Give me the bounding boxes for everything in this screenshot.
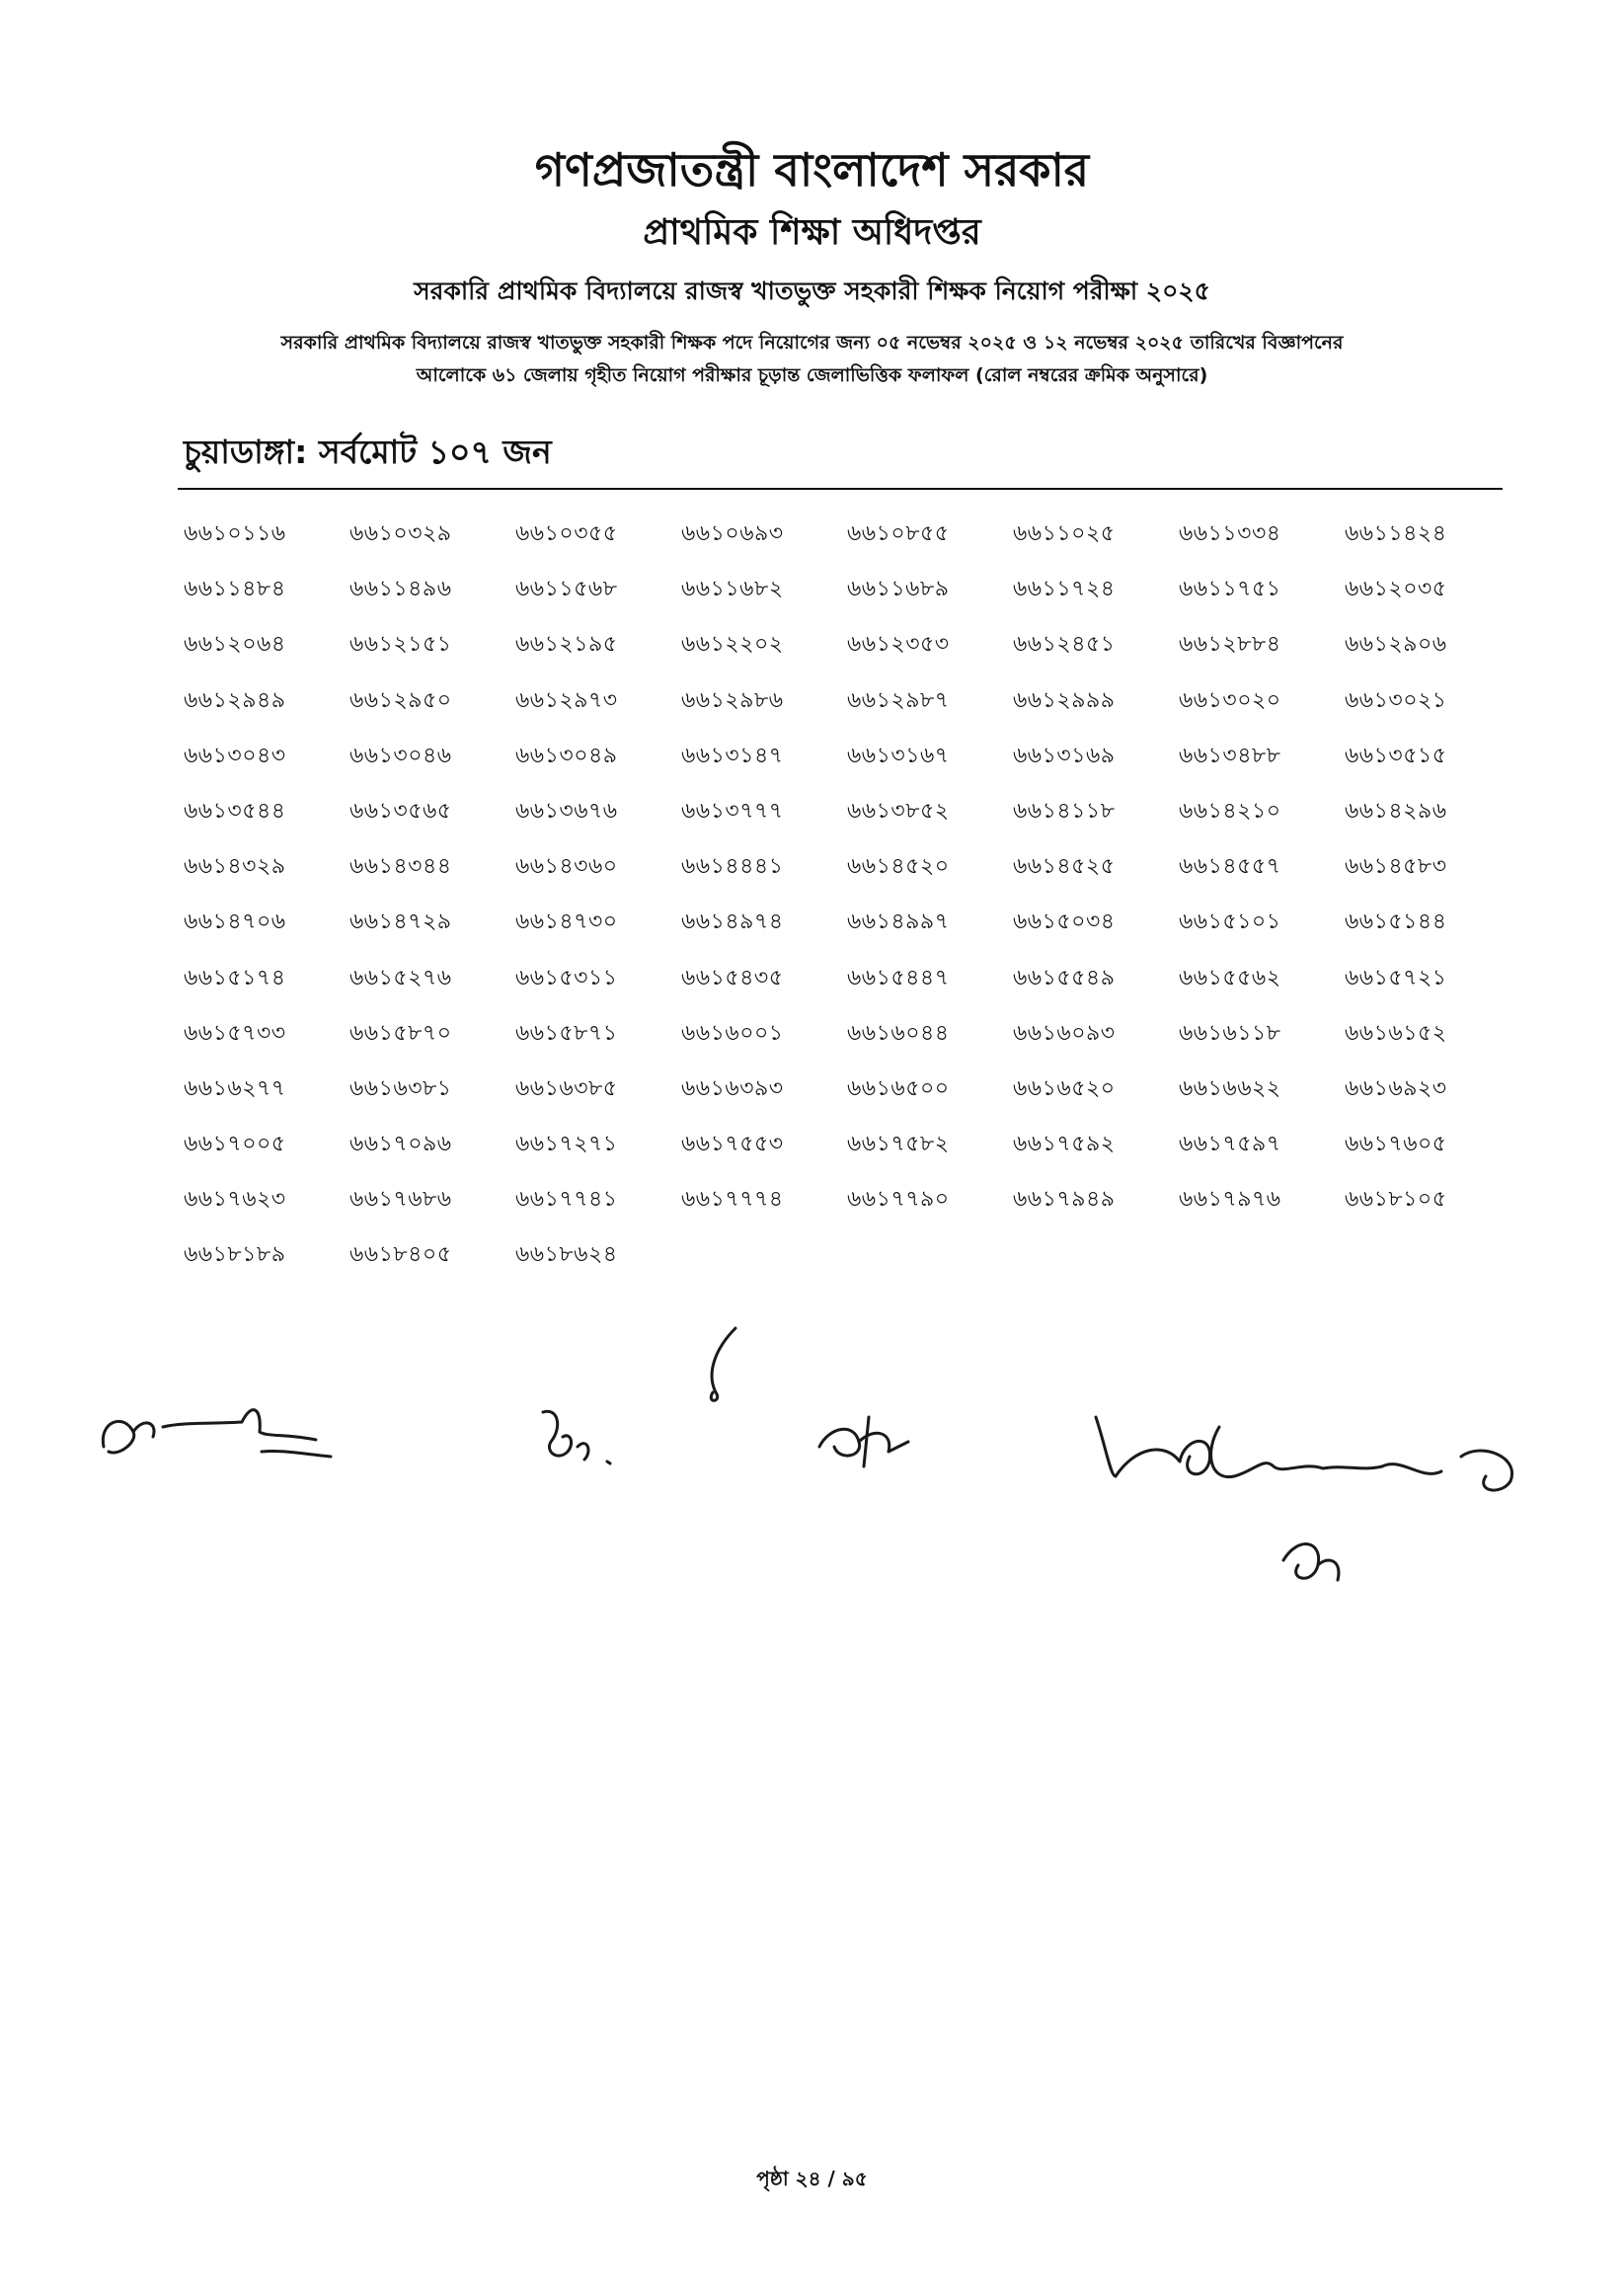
roll-number: ৬৬১৫৭৩৩ bbox=[184, 1020, 286, 1046]
roll-number: ৬৬১৫৫৬২ bbox=[1179, 965, 1281, 990]
roll-number: ৬৬১২৯৫০ bbox=[349, 687, 452, 713]
roll-number: ৬৬১১৭২৪ bbox=[1013, 577, 1116, 602]
roll-number: ৬৬১৫৮৭১ bbox=[515, 1020, 618, 1046]
section-divider bbox=[178, 488, 1503, 490]
roll-number: ৬৬১১৪৯৬ bbox=[349, 577, 452, 602]
roll-number: ৬৬১৪৭৩০ bbox=[515, 909, 618, 935]
roll-number: ৬৬১৮১০৫ bbox=[1345, 1187, 1447, 1213]
government-title: গণপ্রজাতন্ত্রী বাংলাদেশ সরকার bbox=[534, 143, 1090, 197]
roll-number: ৬৬১১৩৩৪ bbox=[1179, 521, 1281, 546]
roll-number: ৬৬১১৪৮৪ bbox=[184, 577, 286, 602]
roll-number: ৬৬১৭৭৭৪ bbox=[681, 1187, 784, 1213]
roll-number: ৬৬১২০৬৪ bbox=[184, 632, 286, 658]
roll-number: ৬৬১৫১৪৪ bbox=[1345, 909, 1447, 935]
roll-number: ৬৬১৭৫৯৭ bbox=[1179, 1132, 1281, 1157]
signature-3 bbox=[671, 1323, 780, 1432]
roll-number: ৬৬১৩৪৮৮ bbox=[1179, 743, 1281, 768]
description-line-1: সরকারি প্রাথমিক বিদ্যালয়ে রাজস্ব খাতভুক্ত সহকারী শিক্ষক পদে নিয়োগের জন্য ০৫ নভেম্বর ২০২৫ ও ১২ নভেম্বর ২০২৫ তারিখের বিজ্ঞাপনের bbox=[280, 332, 1344, 354]
roll-number: ৬৬১৬৫০০ bbox=[847, 1075, 950, 1101]
roll-number: ৬৬১২০৩৫ bbox=[1345, 577, 1447, 602]
roll-number: ৬৬১৬৬২২ bbox=[1179, 1075, 1281, 1101]
roll-number: ৬৬১৫৩১১ bbox=[515, 965, 618, 990]
roll-number: ৬৬১৭৬২৩ bbox=[184, 1187, 286, 1213]
roll-number: ৬৬১৪৩৪৪ bbox=[349, 854, 452, 880]
roll-number: ৬৬১৭২৭১ bbox=[515, 1132, 618, 1157]
roll-number: ৬৬১৩৭৭৭ bbox=[681, 798, 784, 824]
roll-number: ৬৬১৭৯৭৬ bbox=[1179, 1187, 1281, 1213]
roll-number: ৬৬১২৯৮৭ bbox=[847, 687, 950, 713]
roll-number: ৬৬১৩৫৪৪ bbox=[184, 798, 286, 824]
signature-1 bbox=[94, 1363, 350, 1481]
roll-number: ৬৬১৫৪৩৫ bbox=[681, 965, 784, 990]
description-line-2: আলোকে ৬১ জেলায় গৃহীত নিয়োগ পরীক্ষার চূড়ান্ত জেলাভিত্তিক ফলাফল (রোল নম্বরের ক্রমিক অনুসারে) bbox=[416, 364, 1208, 386]
roll-number: ৬৬১৭৫৮২ bbox=[847, 1132, 950, 1157]
roll-number: ৬৬১৪৯৭৪ bbox=[681, 909, 784, 935]
roll-number: ৬৬১০১১৬ bbox=[184, 521, 286, 546]
roll-number: ৬৬১৬৯২৩ bbox=[1345, 1075, 1447, 1101]
roll-number: ৬৬১৬৩৮৫ bbox=[515, 1075, 618, 1101]
roll-number: ৬৬১৪৭২৯ bbox=[349, 909, 452, 935]
roll-number: ৬৬১৭৫৯২ bbox=[1013, 1132, 1116, 1157]
signature-2 bbox=[533, 1392, 642, 1481]
roll-number: ৬৬১৪৯৯৭ bbox=[847, 909, 950, 935]
roll-number: ৬৬১৭০০৫ bbox=[184, 1132, 286, 1157]
roll-number: ৬৬১৩৫৬৫ bbox=[349, 798, 452, 824]
roll-number: ৬৬১২৯৭৩ bbox=[515, 687, 618, 713]
roll-number: ৬৬১৬২৭৭ bbox=[184, 1075, 286, 1101]
roll-number: ৬৬১৫০৩৪ bbox=[1013, 909, 1116, 935]
roll-number: ৬৬১১৬৮৯ bbox=[847, 577, 950, 602]
roll-number: ৬৬১৭৭৪১ bbox=[515, 1187, 618, 1213]
roll-number: ৬৬১৭৬০৫ bbox=[1345, 1132, 1447, 1157]
roll-number: ৬৬১৩০২১ bbox=[1345, 687, 1447, 713]
roll-number: ৬৬১৭৫৫৩ bbox=[681, 1132, 784, 1157]
roll-number: ৬৬১৫৫৪৯ bbox=[1013, 965, 1116, 990]
roll-number: ৬৬১৩০৪৩ bbox=[184, 743, 286, 768]
roll-number: ৬৬১১০২৫ bbox=[1013, 521, 1116, 546]
roll-number: ৬৬১০৮৫৫ bbox=[847, 521, 950, 546]
roll-number: ৬৬১২১৯৫ bbox=[515, 632, 618, 658]
roll-number: ৬৬১২১৫১ bbox=[349, 632, 452, 658]
roll-number: ৬৬১১৭৫১ bbox=[1179, 577, 1281, 602]
roll-number: ৬৬১১৬৮২ bbox=[681, 577, 784, 602]
roll-number: ৬৬১২৪৫১ bbox=[1013, 632, 1116, 658]
roll-number: ৬৬১৩১৪৭ bbox=[681, 743, 784, 768]
roll-number: ৬৬১২৩৫৩ bbox=[847, 632, 950, 658]
roll-number: ৬৬১৪৭০৬ bbox=[184, 909, 286, 935]
roll-number: ৬৬১৫৭২১ bbox=[1345, 965, 1447, 990]
exam-title: সরকারি প্রাথমিক বিদ্যালয়ে রাজস্ব খাতভুক্ত সহকারী শিক্ষক নিয়োগ পরীক্ষা ২০২৫ bbox=[414, 277, 1210, 305]
roll-number: ৬৬১১৫৬৮ bbox=[515, 577, 618, 602]
roll-number: ৬৬১৮৪০৫ bbox=[349, 1242, 452, 1268]
roll-number: ৬৬১৮৬২৪ bbox=[515, 1242, 618, 1268]
roll-number: ৬৬১৫১৭৪ bbox=[184, 965, 286, 990]
roll-number: ৬৬১৩০২০ bbox=[1179, 687, 1281, 713]
roll-number: ৬৬১৬০৯৩ bbox=[1013, 1020, 1116, 1046]
roll-number: ৬৬১৩৮৫২ bbox=[847, 798, 950, 824]
roll-number: ৬৬১৮১৮৯ bbox=[184, 1242, 286, 1268]
roll-number: ৬৬১৫৮৭০ bbox=[349, 1020, 452, 1046]
roll-number: ৬৬১৪৩৬০ bbox=[515, 854, 618, 880]
roll-number: ৬৬১৪৫২৫ bbox=[1013, 854, 1116, 880]
roll-number: ৬৬১৪৫৮৩ bbox=[1345, 854, 1447, 880]
roll-number: ৬৬১৪২৯৬ bbox=[1345, 798, 1447, 824]
roll-number: ৬৬১৩১৬৭ bbox=[847, 743, 950, 768]
roll-number: ৬৬১২৮৮৪ bbox=[1179, 632, 1281, 658]
roll-number: ৬৬১৫২৭৬ bbox=[349, 965, 452, 990]
roll-number: ৬৬১৬১৫২ bbox=[1345, 1020, 1447, 1046]
roll-number: ৬৬১৬৩৯৩ bbox=[681, 1075, 784, 1101]
page-number: পৃষ্ঠা ২৪ / ৯৫ bbox=[756, 2167, 868, 2190]
roll-number: ৬৬১৭৯৪৯ bbox=[1013, 1187, 1116, 1213]
roll-number: ৬৬১৪৪৪১ bbox=[681, 854, 784, 880]
roll-number: ৬৬১০৬৯৩ bbox=[681, 521, 784, 546]
roll-number: ৬৬১৪১১৮ bbox=[1013, 798, 1116, 824]
roll-number: ৬৬১৪৫২০ bbox=[847, 854, 950, 880]
roll-number: ৬৬১৬৫২০ bbox=[1013, 1075, 1116, 1101]
roll-number: ৬৬১২৯৪৯ bbox=[184, 687, 286, 713]
signature-5 bbox=[1086, 1387, 1550, 1624]
roll-number: ৬৬১৬০৪৪ bbox=[847, 1020, 950, 1046]
roll-number: ৬৬১২২০২ bbox=[681, 632, 784, 658]
roll-number: ৬৬১৫৪৪৭ bbox=[847, 965, 950, 990]
roll-number: ৬৬১১৪২৪ bbox=[1345, 521, 1447, 546]
roll-number: ৬৬১৩৬৭৬ bbox=[515, 798, 618, 824]
roll-number: ৬৬১৩১৬৯ bbox=[1013, 743, 1116, 768]
district-summary: চুয়াডাঙ্গা: সর্বমোট ১০৭ জন bbox=[184, 433, 552, 471]
signature-area bbox=[0, 1304, 1624, 1600]
roll-number-grid bbox=[184, 520, 1507, 1298]
roll-number: ৬৬১৫১০১ bbox=[1179, 909, 1281, 935]
roll-number: ৬৬১৪২১০ bbox=[1179, 798, 1281, 824]
roll-number: ৬৬১৬০০১ bbox=[681, 1020, 784, 1046]
roll-number: ৬৬১০৩২৯ bbox=[349, 521, 452, 546]
roll-number: ৬৬১৪৫৫৭ bbox=[1179, 854, 1281, 880]
roll-number: ৬৬১৩০৪৬ bbox=[349, 743, 452, 768]
roll-number: ৬৬১৩০৪৯ bbox=[515, 743, 618, 768]
roll-number: ৬৬১২৯৯৯ bbox=[1013, 687, 1116, 713]
roll-number: ৬৬১৪৩২৯ bbox=[184, 854, 286, 880]
roll-number: ৬৬১৬৩৮১ bbox=[349, 1075, 452, 1101]
department-title: প্রাথমিক শিক্ষা অধিদপ্তর bbox=[643, 212, 981, 253]
roll-number: ৬৬১২৯০৬ bbox=[1345, 632, 1447, 658]
signature-4 bbox=[810, 1397, 918, 1476]
roll-number: ৬৬১২৯৮৬ bbox=[681, 687, 784, 713]
roll-number: ৬৬১৭৬৮৬ bbox=[349, 1187, 452, 1213]
roll-number: ৬৬১৬১১৮ bbox=[1179, 1020, 1281, 1046]
roll-number: ৬৬১৭৭৯০ bbox=[847, 1187, 950, 1213]
roll-number: ৬৬১০৩৫৫ bbox=[515, 521, 618, 546]
roll-number: ৬৬১৭০৯৬ bbox=[349, 1132, 452, 1157]
roll-number: ৬৬১৩৫১৫ bbox=[1345, 743, 1447, 768]
